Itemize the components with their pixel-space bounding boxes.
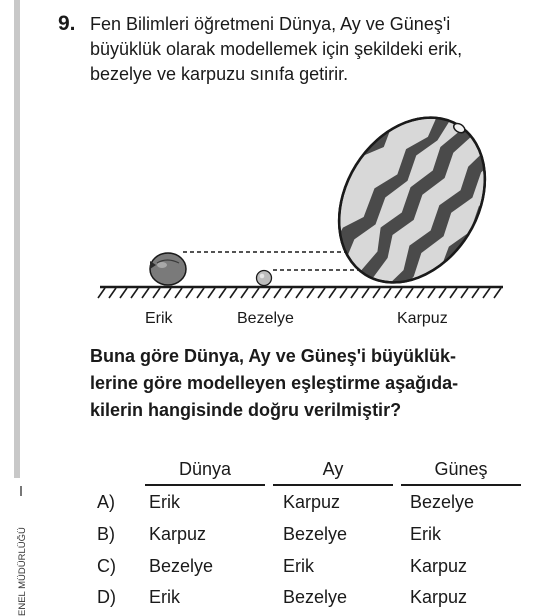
- header-gunes: Güneş: [434, 459, 488, 479]
- option-letter: D): [97, 587, 116, 607]
- option-letter: C): [97, 556, 116, 576]
- margin-text: ENEL MÜDÜRLÜĞÜ: [17, 527, 28, 616]
- fruit-illustration: [95, 115, 515, 315]
- cell-gunes: Bezelye: [410, 492, 475, 512]
- header-ay: Ay: [322, 459, 344, 479]
- watermelon-icon: [304, 115, 515, 315]
- question-line: bezelye ve karpuzu sınıfa getirir.: [90, 64, 349, 84]
- cell-dunya: Erik: [149, 492, 180, 512]
- cell-ay: Erik: [283, 556, 314, 576]
- question-prompt: [90, 343, 535, 424]
- question-line: büyüklük olarak modellemek için şekildeki erik,: [90, 39, 463, 59]
- header-rule: [145, 484, 265, 486]
- ground: [98, 287, 503, 298]
- label-erik: Erik: [145, 310, 173, 327]
- pea-icon: [257, 271, 272, 286]
- header-dunya: Dünya: [178, 459, 232, 479]
- prompt-line: Buna göre Dünya, Ay ve Güneş'i büyüklük-: [90, 346, 457, 366]
- cell-dunya: Bezelye: [149, 556, 214, 576]
- cell-ay: Bezelye: [283, 587, 348, 607]
- question-line: Fen Bilimleri öğretmeni Dünya, Ay ve Güneş'i: [90, 14, 451, 34]
- header-rule: [273, 484, 393, 486]
- cell-ay: Karpuz: [283, 492, 341, 512]
- margin-rule: [20, 486, 22, 496]
- cell-ay: Bezelye: [283, 524, 348, 544]
- option-letter: B): [97, 524, 115, 544]
- question-number: 9.: [58, 12, 76, 35]
- label-karpuz: Karpuz: [397, 310, 448, 327]
- label-bezelye: Bezelye: [237, 310, 294, 327]
- cell-dunya: Karpuz: [149, 524, 207, 544]
- header-rule: [401, 484, 521, 486]
- margin-bar: [14, 0, 20, 478]
- question-text: [90, 12, 530, 87]
- cell-gunes: Erik: [410, 524, 441, 544]
- cell-gunes: Karpuz: [410, 556, 468, 576]
- cell-dunya: Erik: [149, 587, 180, 607]
- plum-icon: [150, 253, 186, 285]
- prompt-line: lerine göre modelleyen eşleştirme aşağıda-: [90, 373, 459, 393]
- cell-gunes: Karpuz: [410, 587, 468, 607]
- option-letter: A): [97, 492, 115, 512]
- prompt-line: kilerin hangisinde doğru verilmiştir?: [90, 400, 402, 420]
